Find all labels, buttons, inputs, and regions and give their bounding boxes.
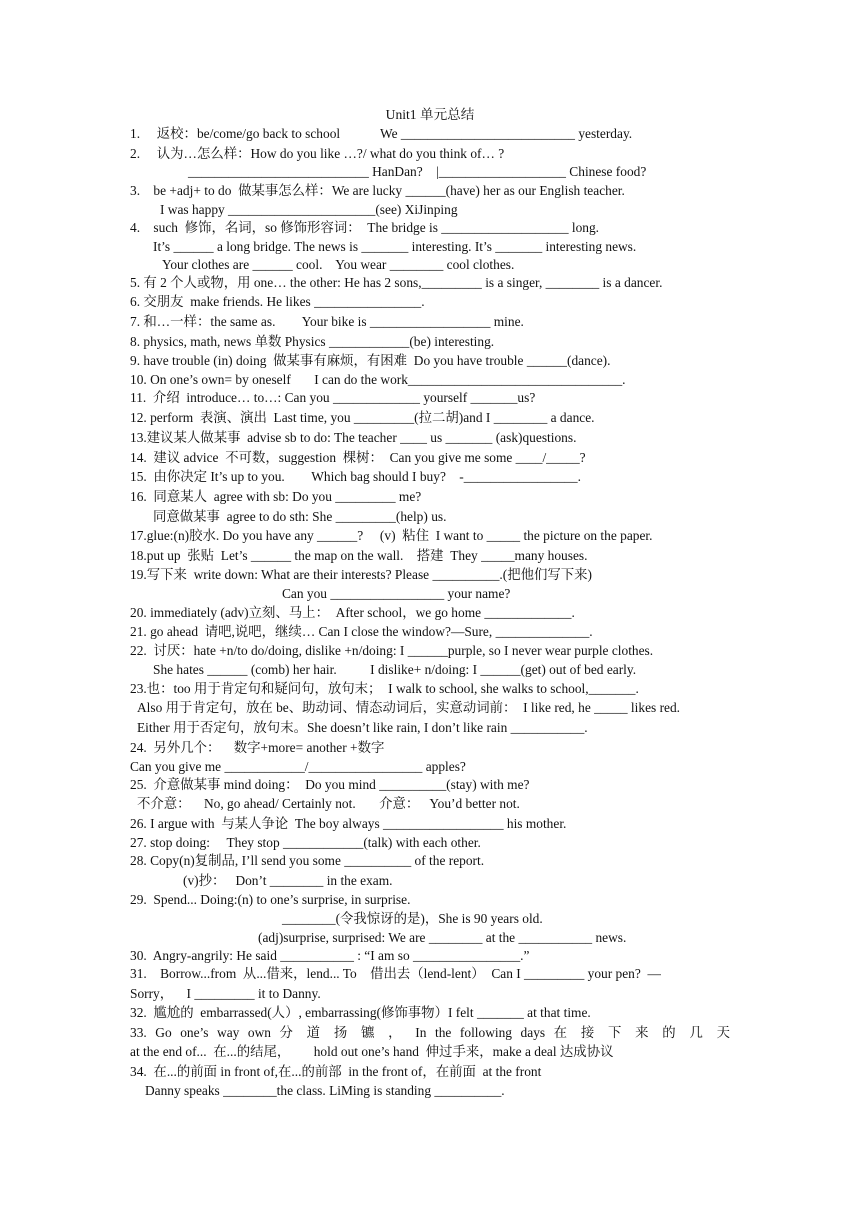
text-line: 32. 尴尬的 embarrassed(人）, embarrassing(修饰事物）I felt _______ at that time.	[130, 1005, 591, 1020]
text-line: 14. 建议 advice 不可数，suggestion 棵树： Can you give me some ____/_____?	[130, 450, 586, 465]
text-line: 15. 由你决定 It’s up to you. Which bag should I buy? -_________________.	[130, 469, 581, 484]
text-line: (adj)surprise, surprised: We are ________ at the ___________ news.	[258, 930, 627, 945]
text-line: (v)抄： Don’t ________ in the exam.	[183, 873, 393, 888]
text-line: 31. Borrow...from 从...借来，lend... To 借出去（lend-lent） Can I _________ your pen? —	[130, 966, 661, 981]
text-line: 16. 同意某人 agree with sb: Do you _________ me?	[130, 489, 422, 504]
document-title: Unit1 单元总结	[385, 107, 475, 122]
text-line: 25. 介意做某事 mind doing： Do you mind __________(stay) with me?	[130, 777, 530, 792]
text-line: 28. Copy(n)复制品, I’ll send you some __________ of the report.	[130, 853, 485, 868]
text-line: 19.写下来 write down: What are their interests? Please __________.(把他们写下来)	[130, 567, 593, 582]
text-line: It’s ______ a long bridge. The news is _______ interesting. It’s _______ interesting news.	[153, 239, 637, 254]
text-line: 34. 在...的前面 in front of,在...的前部 in the front of，在前面 at the front	[130, 1064, 542, 1079]
text-line: ________(令我惊讶的是)，She is 90 years old.	[282, 911, 543, 926]
text-line: 1. 返校：be/come/go back to school We __________________________ yesterday.	[130, 126, 633, 141]
text-line: 27. stop doing: They stop ____________(talk) with each other.	[130, 835, 481, 850]
text-line: 9. have trouble (in) doing 做某事有麻烦，有困难 Do you have trouble ______(dance).	[130, 353, 611, 368]
text-line: She hates ______ (comb) her hair. I dislike+ n/doing: I ______(get) out of bed early.	[153, 662, 637, 677]
text-line: 不介意： No, go ahead/ Certainly not. 介意： You’d better not.	[137, 796, 520, 811]
text-line: 18.put up 张贴 Let’s ______ the map on the wall. 搭建 They _____many houses.	[130, 548, 588, 563]
text-line-justified: 33. Go one’s way own 分 道 扬 镳 ， In the following days 在 接 下 来 的 几 天	[130, 1025, 730, 1040]
text-line: 29. Spend... Doing:(n) to one’s surprise, in surprise.	[130, 892, 411, 907]
text-line: 11. 介绍 introduce… to…: Can you _____________ yourself _______us?	[130, 390, 536, 405]
text-line: 12. perform 表演、演出 Last time, you _________(拉二胡)and I ________ a dance.	[130, 410, 595, 425]
text-line: at the end of... 在...的结尾， hold out one’s hand 伸过手来，make a deal 达成协议	[130, 1044, 614, 1059]
text-line: 3. be +adj+ to do 做某事怎么样：We are lucky ______(have) her as our English teacher.	[130, 183, 625, 198]
text-line: 30. Angry-angrily: He said ___________ : “I am so ________________.”	[130, 948, 530, 963]
text-line: 24. 另外几个： 数字+more= another +数字	[130, 740, 385, 755]
text-line: Can you give me ____________/_________________ apples?	[130, 759, 466, 774]
text-line: 6. 交朋友 make friends. He likes ________________.	[130, 294, 425, 309]
text-line: 7. 和…一样：the same as. Your bike is __________________ mine.	[130, 314, 524, 329]
text-line: Your clothes are ______ cool. You wear ________ cool clothes.	[162, 257, 515, 272]
text-line: 26. I argue with 与某人争论 The boy always __________________ his mother.	[130, 816, 567, 831]
text-line: 同意做某事 agree to do sth: She _________(help) us.	[153, 509, 447, 524]
text-line: 20. immediately (adv)立刻、马上： After school，we go home _____________.	[130, 605, 575, 620]
text-line: 5. 有 2 个人或物，用 one… the other: He has 2 sons,_________ is a singer, ________ is a dancer.	[130, 275, 663, 290]
text-line: 13.建议某人做某事 advise sb to do: The teacher ____ us _______ (ask)questions.	[130, 430, 577, 445]
text-line: 8. physics, math, news 单数 Physics ____________(be) interesting.	[130, 334, 495, 349]
text-line: Danny speaks ________the class. LiMing is standing __________.	[145, 1083, 505, 1098]
text-line: 23.也：too 用于肯定句和疑问句，放句末； I walk to school, she walks to school,_______.	[130, 681, 639, 696]
text-line: Can you _________________ your name?	[282, 586, 511, 601]
text-line: Sorry， I _________ it to Danny.	[130, 986, 321, 1001]
text-line: ___________________________ HanDan? |___________________ Chinese food?	[188, 164, 647, 179]
text-line: 21. go ahead 请吧,说吧，继续… Can I close the window?—Sure, ______________.	[130, 624, 593, 639]
text-line: Also 用于肯定句，放在 be、助动词、情态动词后，实意动词前： I like red, he _____ likes red.	[137, 700, 681, 715]
text-line: 10. On one’s own= by oneself I can do the work________________________________.	[130, 372, 626, 387]
text-line: 2. 认为…怎么样：How do you like …?/ what do you think of… ?	[130, 146, 505, 161]
text-line: I was happy ______________________(see) XiJinping	[160, 202, 458, 217]
text-line: 22. 讨厌：hate +n/to do/doing, dislike +n/doing: I ______purple, so I never wear purple clothes.	[130, 643, 654, 658]
text-line: Either 用于否定句，放句末。She doesn’t like rain, I don’t like rain ___________.	[137, 720, 588, 735]
text-line: 4. such 修饰，名词，so 修饰形容词： The bridge is ___________________ long.	[130, 220, 600, 235]
text-line: 17.glue:(n)胶水. Do you have any ______? (v) 粘住 I want to _____ the picture on the paper.	[130, 528, 653, 543]
